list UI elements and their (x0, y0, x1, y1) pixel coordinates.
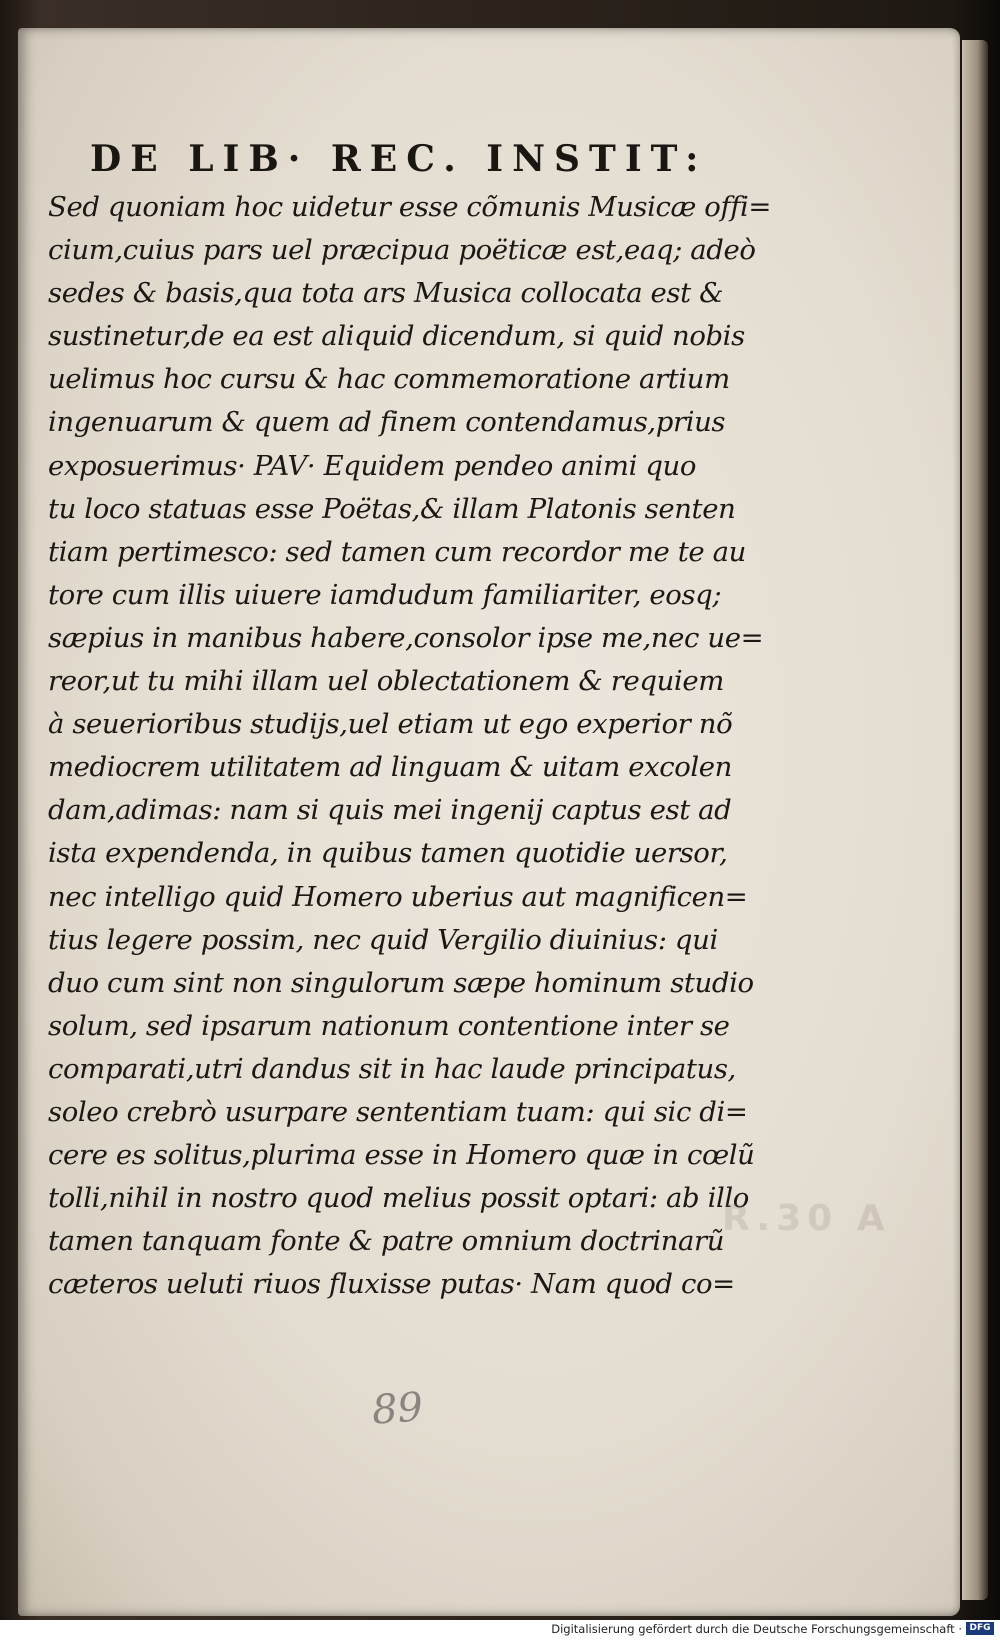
page-edge (962, 40, 988, 1600)
text-line: reor,ut tu mihi illam uel oblectationem & requiem (48, 665, 724, 698)
text-line: tiam pertimesco: sed tamen cum recordor me te au (48, 535, 746, 568)
text-line: ingenuarum & quem ad finem contendamus,prius (48, 406, 726, 439)
dfg-logo-icon: DFG (966, 1622, 994, 1635)
running-head: DE LIB· REC. INSTIT: (90, 138, 708, 180)
text-line: soleo crebrò usurpare sententiam tuam: qui sic di= (48, 1095, 748, 1128)
text-line: cere es solitus,plurima esse in Homero quæ in cœlũ (48, 1139, 755, 1172)
text-line: tius legere possim, nec quid Vergilio diuinius: qui (48, 923, 718, 956)
text-line: nec intelligo quid Homero uberius aut magnificen= (48, 880, 748, 913)
text-line: mediocrem utilitatem ad linguam & uitam excolen (48, 751, 732, 784)
text-line: comparati,utri dandus sit in hac laude principatus, (48, 1052, 736, 1085)
text-line: à seuerioribus studijs,uel etiam ut ego experior nõ (48, 708, 733, 741)
text-line: dam,adimas: nam si quis mei ingenij captus est ad (48, 794, 732, 827)
text-line: Sed quoniam hoc uidetur esse cõmunis Musicæ offi= (48, 191, 772, 223)
text-line: sedes & basis,qua tota ars Musica collocata est & (48, 277, 724, 310)
text-line: tamen tanquam fonte & patre omnium doctrinarũ (48, 1225, 725, 1258)
text-line: solum, sed ipsarum nationum contentione inter se (48, 1009, 730, 1042)
footer-credit: Digitalisierung gefördert durch die Deutsche Forschungsgemeinschaft · (551, 1622, 962, 1636)
shelfmark: R.30 A (722, 1198, 891, 1239)
folio-number: 89 (370, 1384, 425, 1434)
text-line: tore cum illis uiuere iamdudum familiariter, eosq; (48, 578, 722, 611)
text-line: cium,cuius pars uel præcipua poëticæ est,eaq; adeò (48, 234, 756, 267)
text-line: ista expendenda, in quibus tamen quotidie uersor, (48, 837, 728, 870)
text-line: tolli,nihil in nostro quod melius possit optari: ab illo (48, 1182, 749, 1215)
text-line: duo cum sint non singulorum sæpe hominum studio (48, 966, 754, 999)
text-line: sustinetur,de ea est aliquid dicendum, si quid nobis (48, 320, 745, 353)
text-block (48, 186, 772, 1306)
text-line: uelimus hoc cursu & hac commemoratione artium (48, 363, 730, 396)
text-line: sæpius in manibus habere,consolor ipse me,nec ue= (48, 621, 764, 654)
text-line: exposuerimus· PAV· Equidem pendeo animi quo (48, 449, 697, 482)
footer-bar (0, 1620, 1000, 1640)
text-line: cæteros ueluti riuos fluxisse putas· Nam quod co= (48, 1268, 735, 1301)
text-line: tu loco statuas esse Poëtas,& illam Platonis senten (48, 492, 736, 525)
